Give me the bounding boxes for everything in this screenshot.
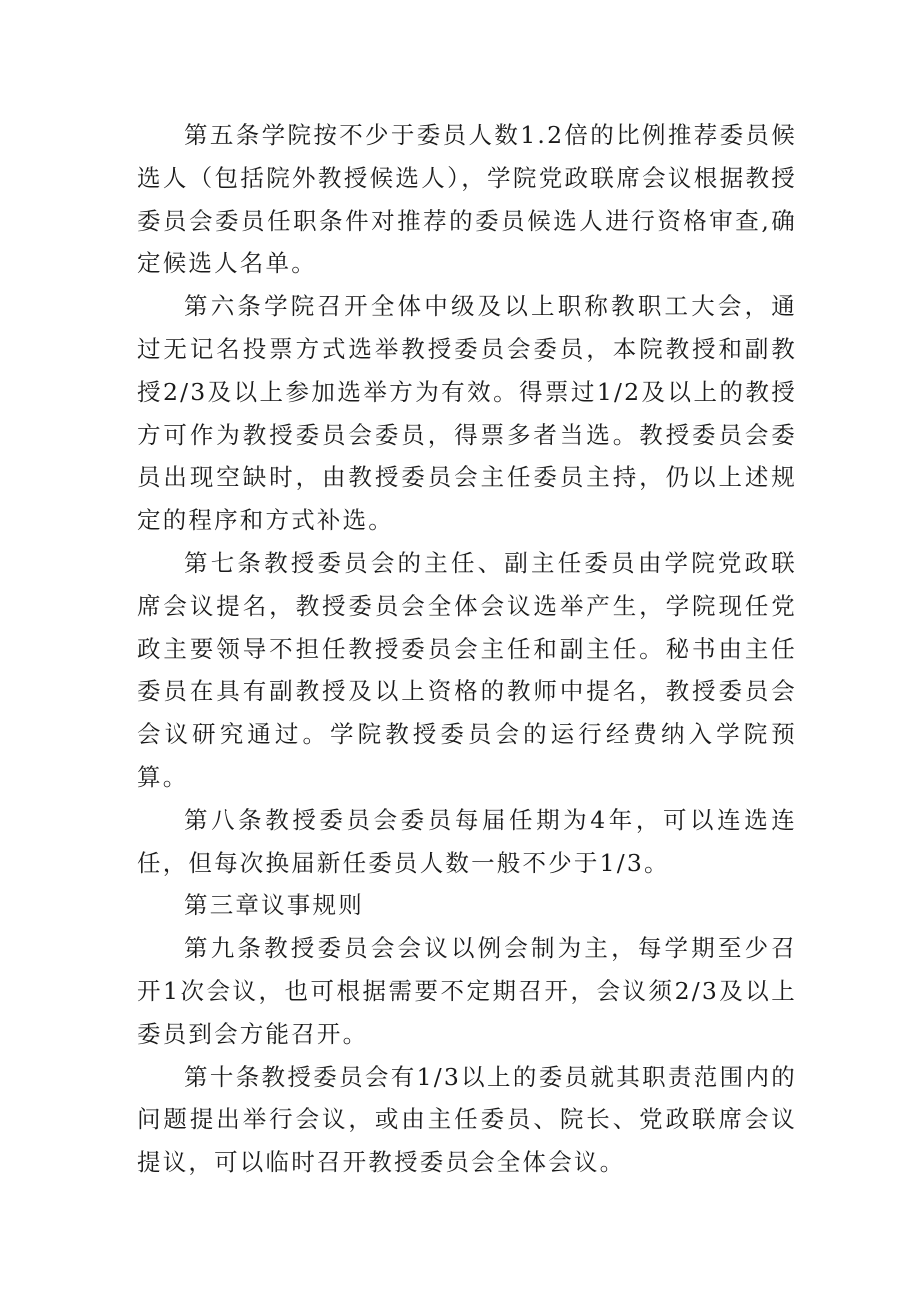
article-9: 第九条教授委员会会议以例会制为主，每学期至少召开1次会议，也可根据需要不定期召开，会议须2/3及以上委员到会方能召开。 — [137, 934, 797, 1048]
document-body — [137, 114, 797, 1184]
chapter-heading: 第三章议事规则 — [184, 891, 364, 920]
article-10: 第十条教授委员会有1/3以上的委员就其职责范围内的问题提出举行会议，或由主任委员、院长、党政联席会议提议，可以临时召开教授委员会全体会议。 — [137, 1062, 797, 1177]
article-6: 第六条学院召开全体中级及以上职称教职工大会，通过无记名投票方式选举教授委员会委员，本院教授和副教授2/3及以上参加选举方为有效。得票过1/2及以上的教授方可作为教授委员会委员，得票多者当选。教授委员会委员出现空缺时，由教授委员会主任委员主持，仍以上述规定的程序和方式补选。 — [137, 292, 797, 535]
article-7: 第七条教授委员会的主任、副主任委员由学院党政联席会议提名，教授委员会全体会议选举产生，学院现任党政主要领导不担任教授委员会主任和副主任。秘书由主任委员在具有副教授及以上资格的教师中提名，教授委员会会议研究通过。学院教授委员会的运行经费纳入学院预算。 — [137, 548, 797, 791]
article-8: 第八条教授委员会委员每届任期为4年，可以连选连任，但每次换届新任委员人数一般不少于1/3。 — [137, 805, 797, 877]
article-5: 第五条学院按不少于委员人数1.2倍的比例推荐委员候选人（包括院外教授候选人），学院党政联席会议根据教授委员会委员任职条件对推荐的委员候选人进行资格审查,确定候选人名单。 — [137, 121, 797, 278]
